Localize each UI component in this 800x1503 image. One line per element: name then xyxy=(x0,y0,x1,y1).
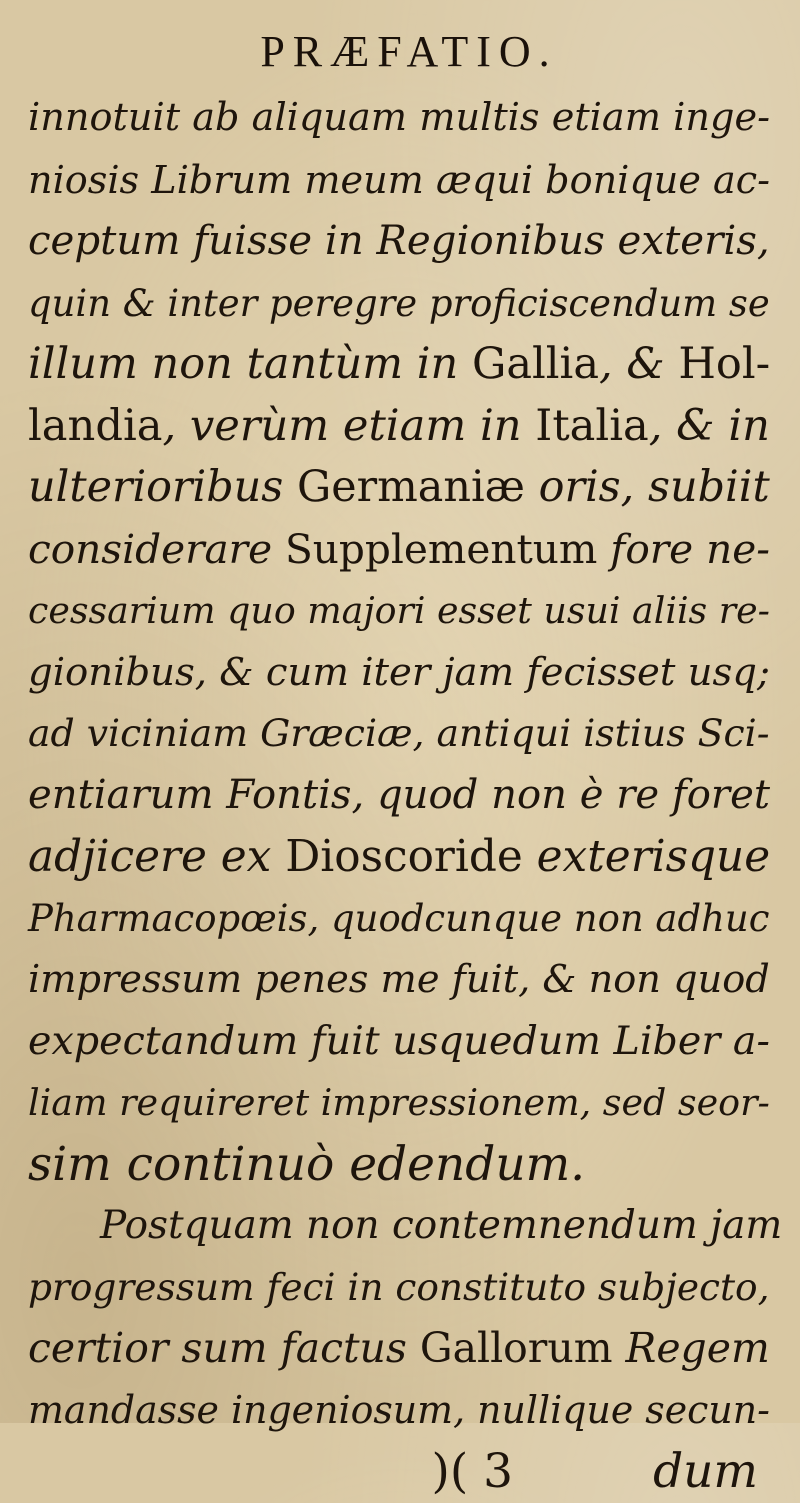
catchword: dum xyxy=(653,1444,758,1499)
text-segment: expectandum fuit usquedum Liber a- xyxy=(28,1017,770,1064)
text-segment: ceptum fuisse in Regionibus exteris, xyxy=(28,218,770,264)
text-line xyxy=(28,1011,770,1073)
text-segment: fore ne- xyxy=(597,524,770,573)
text-segment: oris, subiit xyxy=(525,462,770,512)
text-line xyxy=(28,949,770,1011)
text-segment: exterisque xyxy=(522,831,771,882)
text-segment: Italia xyxy=(535,400,649,451)
text-segment: progressum feci in constituto subjecto, xyxy=(28,1264,770,1309)
page-footer xyxy=(28,1441,770,1503)
text-segment: landia xyxy=(28,400,163,451)
text-line xyxy=(28,765,770,827)
text-line xyxy=(28,519,770,581)
text-segment: , & xyxy=(599,339,679,389)
text-segment: certior sum factus xyxy=(28,1324,420,1372)
text-segment: niosis Librum meum æqui bonique ac- xyxy=(28,157,771,202)
text-segment: , verùm etiam in xyxy=(162,400,536,451)
text-segment: ulterioribus xyxy=(28,462,297,512)
text-line xyxy=(28,703,770,765)
text-line xyxy=(28,1195,783,1257)
text-line xyxy=(28,1257,770,1319)
text-segment: gionibus, & cum iter jam fecisset usq; xyxy=(28,649,770,695)
text-segment: cessarium quo majori esset usui aliis re- xyxy=(28,589,770,632)
text-line xyxy=(28,334,770,396)
text-segment: sim continuò edendum. xyxy=(28,1136,586,1192)
text-segment: quin & inter peregre proficiscendum se xyxy=(28,281,770,325)
text-segment: Postquam non contemnendum jam xyxy=(100,1203,783,1248)
text-segment: adjicere ex xyxy=(28,831,286,882)
text-segment: entiarum Fontis, quod non è re foret xyxy=(28,771,770,818)
text-segment: mandasse ingeniosum, nullique secun- xyxy=(28,1387,770,1432)
text-line xyxy=(28,396,770,458)
text-line xyxy=(28,888,770,950)
page-header: PRÆFATIO. xyxy=(260,27,558,76)
text-segment: illum non tantùm in xyxy=(28,339,472,389)
text-segment: Gallorum xyxy=(419,1324,613,1372)
text-line xyxy=(28,457,770,519)
text-segment: Pharmacopœis, quodcunque non adhuc xyxy=(28,896,770,940)
text-line xyxy=(28,1134,770,1196)
text-segment: Hol- xyxy=(678,339,771,389)
text-segment: , & in xyxy=(648,400,770,451)
text-line xyxy=(28,826,770,888)
text-line xyxy=(28,211,770,273)
text-segment: Regem xyxy=(612,1324,770,1372)
text-line xyxy=(28,580,770,642)
text-line xyxy=(28,1380,770,1442)
text-segment: Germaniæ xyxy=(296,462,525,512)
text-segment: impressum penes me fuit, & non quod xyxy=(28,957,770,1002)
text-line xyxy=(28,1318,770,1380)
text-segment: considerare xyxy=(28,524,285,573)
text-segment: Dioscoride xyxy=(285,831,523,882)
text-segment: liam requireret impressionem, sed seor- xyxy=(28,1081,770,1124)
body-text xyxy=(28,88,783,1441)
text-segment: ad viciniam Græciæ, antiqui istius Sci- xyxy=(28,711,770,755)
text-segment: innotuit ab aliquam multis etiam inge- xyxy=(28,96,770,140)
text-line xyxy=(28,150,770,212)
text-line xyxy=(28,1072,770,1134)
text-segment: Supplementum xyxy=(284,524,598,573)
text-segment: Gallia xyxy=(471,339,599,389)
text-line xyxy=(28,88,770,150)
signature-mark: )( 3 xyxy=(431,1444,514,1499)
text-line xyxy=(28,273,770,335)
text-line xyxy=(28,642,770,704)
